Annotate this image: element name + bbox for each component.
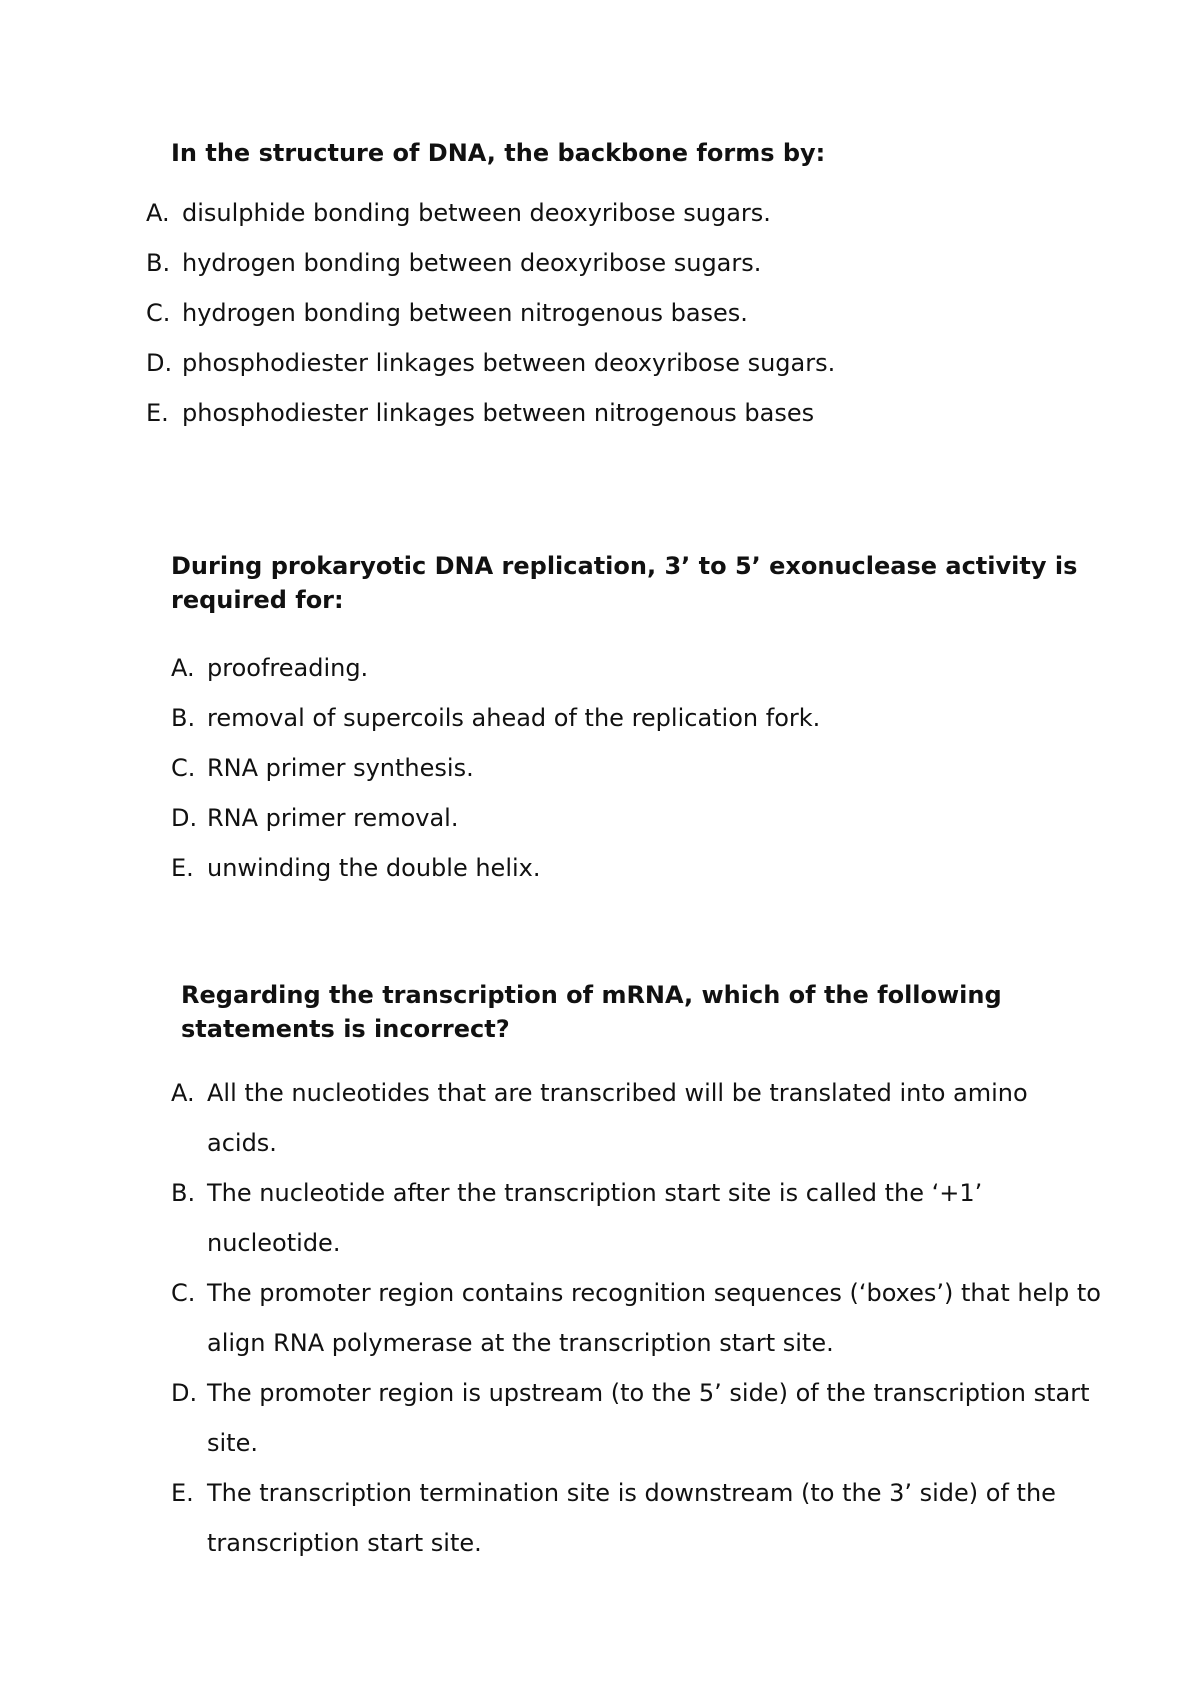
option-item [171,693,1101,743]
option-letter: E. [171,854,194,882]
option-item [171,1068,1101,1168]
option-item [171,1368,1101,1468]
option-letter: C. [146,299,171,327]
question-2-options [171,643,1101,893]
option-text: phosphodiester linkages between deoxyribose sugars. [182,349,836,377]
option-letter: C. [171,754,196,782]
option-text: disulphide bonding between deoxyribose sugars. [182,199,771,227]
question-1 [146,136,1106,438]
option-item [146,188,1106,238]
question-1-text: In the structure of DNA, the backbone forms by: [171,139,826,167]
question-2 [171,549,1101,893]
question-2-text: During prokaryotic DNA replication, 3’ to 5’ exonuclease activity is required for: [171,552,1078,614]
option-letter: E. [171,1479,194,1507]
question-1-options [146,188,1106,438]
option-text: RNA primer removal. [207,804,459,832]
option-letter: A. [171,1079,195,1107]
option-letter: D. [146,349,173,377]
option-text: hydrogen bonding between deoxyribose sugars. [182,249,762,277]
option-letter: A. [146,199,170,227]
option-item [171,793,1101,843]
option-item [171,1168,1101,1268]
question-3 [171,978,1101,1568]
option-item [171,643,1101,693]
option-text: The nucleotide after the transcription start site is called the ‘+1’ nucleotide. [207,1179,983,1257]
option-text: The transcription termination site is downstream (to the 3’ side) of the transcription start site. [207,1479,1056,1557]
option-item [171,1268,1101,1368]
option-item [171,1468,1101,1568]
option-text: All the nucleotides that are transcribed will be translated into amino acids. [207,1079,1028,1157]
option-letter: D. [171,804,198,832]
question-3-options [171,1068,1101,1568]
option-text: The promoter region contains recognition sequences (‘boxes’) that help to align RNA polymerase at the transcription start site. [207,1279,1101,1357]
option-text: proofreading. [207,654,369,682]
option-letter: C. [171,1279,196,1307]
option-text: unwinding the double helix. [207,854,541,882]
option-item [171,843,1101,893]
option-text: The promoter region is upstream (to the 5’ side) of the transcription start site. [207,1379,1090,1457]
option-letter: B. [171,1179,196,1207]
option-item [146,338,1106,388]
option-letter: A. [171,654,195,682]
option-text: phosphodiester linkages between nitrogenous bases [182,399,815,427]
option-letter: E. [146,399,169,427]
question-3-text: Regarding the transcription of mRNA, which of the following statements is incorrect? [181,981,1002,1043]
option-item [171,743,1101,793]
option-item [146,238,1106,288]
option-text: removal of supercoils ahead of the replication fork. [207,704,821,732]
option-item [146,288,1106,338]
option-text: RNA primer synthesis. [207,754,474,782]
option-letter: B. [171,704,196,732]
option-item [146,388,1106,438]
option-letter: B. [146,249,171,277]
option-text: hydrogen bonding between nitrogenous bases. [182,299,748,327]
option-letter: D. [171,1379,198,1407]
